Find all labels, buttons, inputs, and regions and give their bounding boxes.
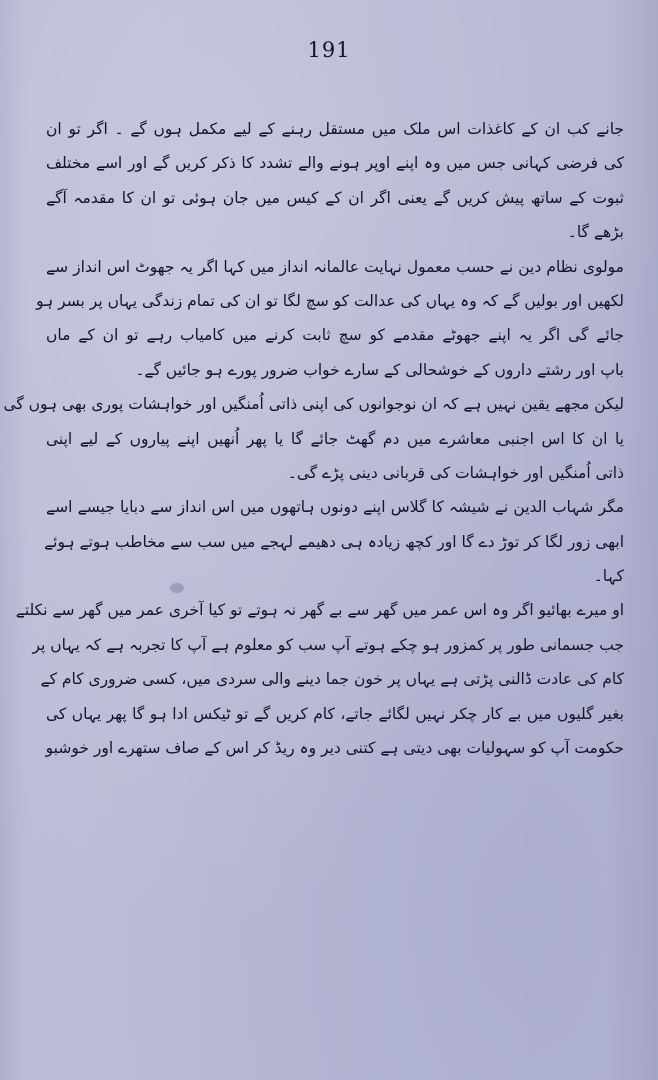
text-line: بڑھے گا۔: [567, 223, 624, 242]
text-line: لیکن مجھے یقین نہیں ہے کہ ان نوجوانوں کی اپنی ذاتی اُمنگیں اور خواہشات پوری بھی ہوں گی: [3, 395, 624, 414]
page-number: 191: [307, 38, 351, 62]
ink-smudge: [170, 583, 184, 593]
text-line: حکومت آپ کو سہولیات بھی دیتی ہے کتنی دیر وہ ریڈ کر اس کے صاف ستھرے اور خوشبو: [45, 739, 624, 758]
text-line: ابھی زور لگا کر توڑ دے گا اور کچھ زیادہ ہی دھیمے لہجے میں سب سے مخاطب ہوتے ہوئے: [44, 532, 624, 551]
text-line: جانے کب ان کے کاغذات اس ملک میں مستقل رہنے کے لیے مکمل ہوں گے ۔ اگر تو ان: [46, 120, 624, 138]
text-line: کی فرضی کہانی جس میں وہ اپنے اوپر ہونے والے تشدد کا ذکر کریں گے اور اسے مختلف: [46, 154, 624, 173]
text-line: کہا۔: [593, 567, 624, 586]
text-line: ثبوت کے ساتھ پیش کریں گے یعنی اگر ان کے کیس میں جان ہوئی تو ان کا مقدمہ آگے: [46, 188, 624, 207]
text-line: ذاتی اُمنگیں اور خواہشات کی قربانی دینی پڑے گی۔: [287, 463, 624, 482]
text-line: او میرے بھائیو اگر وہ اس عمر میں گھر سے بے گھر نہ ہوتے تو کیا آخری عمر میں گھر سے نکلتے: [15, 601, 624, 620]
text-line: مولوی نظام دین نے حسب معمول نہایت عالمانہ انداز میں کہا اگر یہ جھوٹ اس انداز سے: [46, 257, 624, 276]
text-line: جائے گی اگر یہ اپنے جھوٹے مقدمے کو سچ ثابت کرنے میں کامیاب رہے تو ان کے ماں: [46, 326, 624, 345]
text-line: یا ان کا اس اجنبی معاشرے میں دم گھٹ جائے گا یا پھر اُنھیں اپنے پیاروں کے لیے اپنی: [46, 429, 624, 448]
text-line: باپ اور رشتے داروں کے خوشحالی کے سارے خواب ضرور پورے ہو جائیں گے۔: [135, 360, 624, 379]
text-line: مگر شہاب الدین نے شیشہ کا گلاس اپنے دونوں ہاتھوں میں اس انداز سے دبایا جیسے اسے: [46, 498, 624, 517]
body-text: [3, 112, 624, 765]
text-line: کام کی عادت ڈالنی پڑتی ہے یہاں پر خون جما دینے والی سردی میں، کسی ضروری کام کے: [40, 670, 624, 689]
text-line: لکھیں اور بولیں گے کہ وہ یہاں کی عدالت کو سچ لگا تو ان کی تمام زندگی یہاں پر بسر ہو: [36, 291, 624, 310]
text-line: جب جسمانی طور پر کمزور ہو چکے ہوتے آپ سب کو معلوم ہے آپ کا تجربہ ہے کہ یہاں پر: [32, 635, 624, 654]
text-line: بغیر گلیوں میں بے کار چکر نہیں لگائے جاتے، کام کریں گے تو ٹیکس ادا ہو گا پھر یہاں کی: [46, 704, 624, 723]
